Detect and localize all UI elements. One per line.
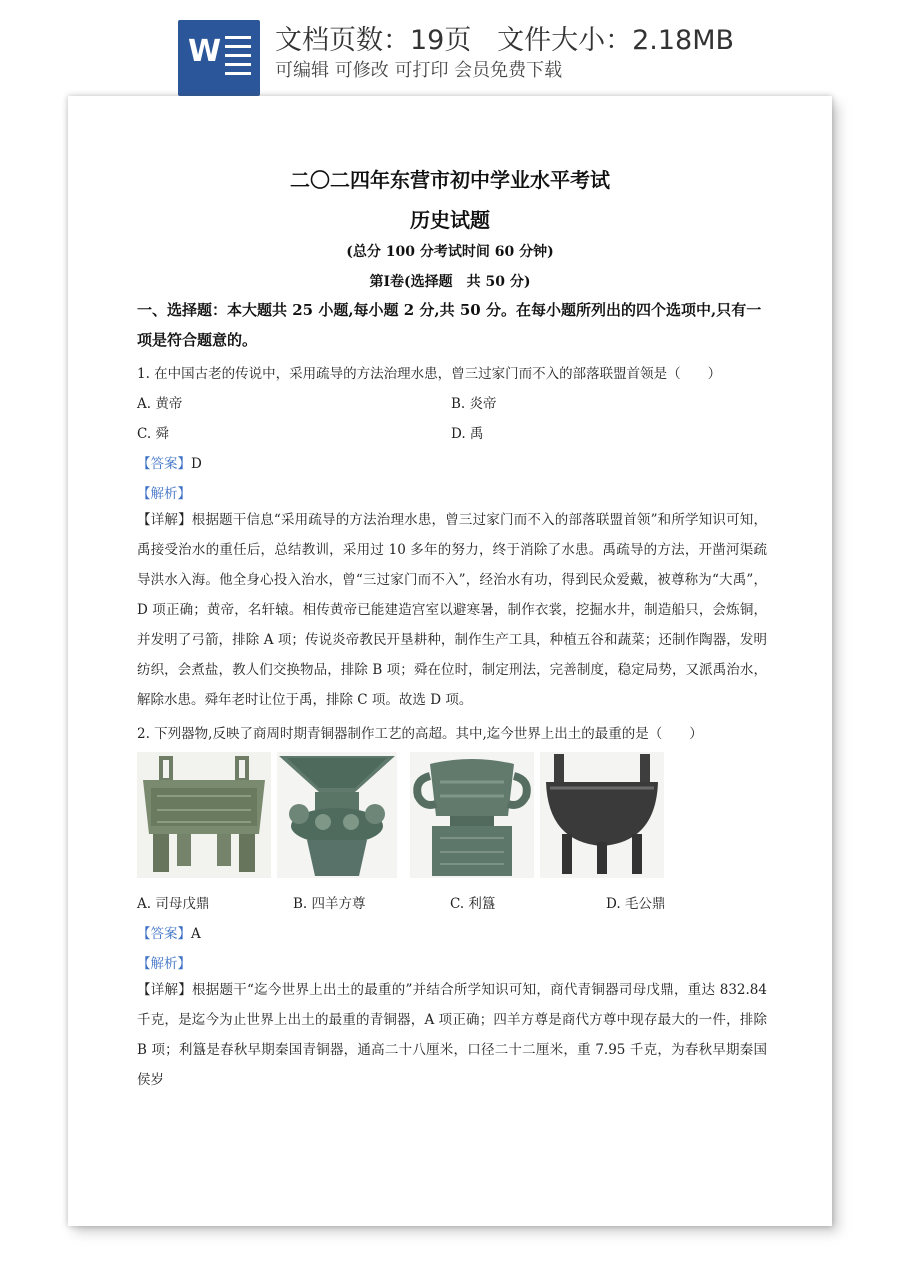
q1-answer — [137, 452, 202, 472]
q2-detail: 【详解】根据题干“迄今世界上出土的最重的”并结合所学知识可知，商代青铜器司母戊鼎，重达 832.84 千克，是迄今为止世界上出土的最重的青铜器，A 项正确；四羊方尊是商代方尊中现存最大的一件，排除 B 项；利簋是春秋早期秦国青铜器，通高二十八厘米，口径二十二厘米，重 7.95 千克，为春秋早期秦国侯岁 — [137, 982, 767, 1088]
word-icon-lines — [225, 36, 251, 81]
q2-option-d: D. 毛公鼎 — [606, 896, 666, 912]
exam-subject: 历史试题 — [410, 208, 490, 232]
q1-option-b: B. 炎帝 — [451, 396, 497, 412]
four-goat-zun-image — [277, 752, 397, 878]
q1-option-d: D. 禹 — [451, 426, 484, 442]
q2-option-c: C. 利簋 — [450, 896, 496, 912]
q1-stem: 1. 在中国古老的传说中，采用疏导的方法治理水患，曾三过家门而不入的部落联盟首领是（ ） — [137, 366, 722, 382]
maogong-ding-image — [540, 752, 664, 878]
answer-value: D — [191, 456, 202, 472]
exam-info: (总分 100 分考试时间 60 分钟) — [346, 244, 554, 260]
q1-option-c: C. 舜 — [137, 426, 169, 442]
q1-detail: 【详解】根据题干信息“采用疏导的方法治理水患，曾三过家门而不入的部落联盟首领”和所学知识可知，禹接受治水的重任后，总结教训，采用过 10 多年的努力，终于消除了水患。禹疏导的方法，开凿河渠疏导洪水入海。他全身心投入治水，曾“三过家门而不入”，经治水有功，得到民众爱戴，被尊称为“大禹”，D 项正确；黄帝，名轩辕。相传黄帝已能建造宫室以避寒暑，制作衣裳，挖掘水井，制造船只，会炼铜，并发明了弓箭，排除 A 项；传说炎帝教民开垦耕种，制作生产工具，种植五谷和蔬菜；还制作陶器，发明纺织，会煮盐，教人们交换物品，排除 B 项；舜在位时，制定刑法，完善制度，稳定局势，又派禹治水，解除水患。舜年老时让位于禹，排除 C 项。故选 D 项。 — [137, 512, 767, 708]
answer-value: A — [191, 926, 201, 942]
q2-analysis-tag: 【解析】 — [137, 956, 191, 972]
download-banner — [0, 0, 900, 96]
part-heading: 第Ⅰ卷(选择题 共 50 分) — [369, 274, 531, 290]
q2-option-a: A. 司母戊鼎 — [137, 896, 210, 912]
li-gui-image — [410, 752, 534, 878]
doc-features: 可编辑 可修改 可打印 会员免费下载 — [275, 60, 563, 81]
section-instructions: 一、选择题：本大题共 25 小题,每小题 2 分,共 50 分。在每小题所列出的四个选项中,只有一项是符合题意的。 — [137, 301, 762, 349]
word-icon — [178, 20, 260, 96]
simuwu-ding-image — [137, 752, 271, 878]
word-icon-letter: W — [188, 34, 222, 69]
answer-tag: 【答案】 — [137, 926, 191, 942]
answer-tag: 【答案】 — [137, 456, 191, 472]
q2-stem: 2. 下列器物,反映了商周时期青铜器制作工艺的高超。其中,迄今世界上出土的最重的是（ ） — [137, 726, 703, 742]
q1-analysis-tag: 【解析】 — [137, 486, 191, 502]
q2-answer — [137, 922, 201, 942]
exam-title: 二〇二四年东营市初中学业水平考试 — [290, 168, 610, 192]
q1-option-a: A. 黄帝 — [137, 396, 183, 412]
doc-stats: 文档页数：19页 文件大小：2.18MB — [275, 25, 735, 56]
q2-option-b: B. 四羊方尊 — [293, 896, 366, 912]
